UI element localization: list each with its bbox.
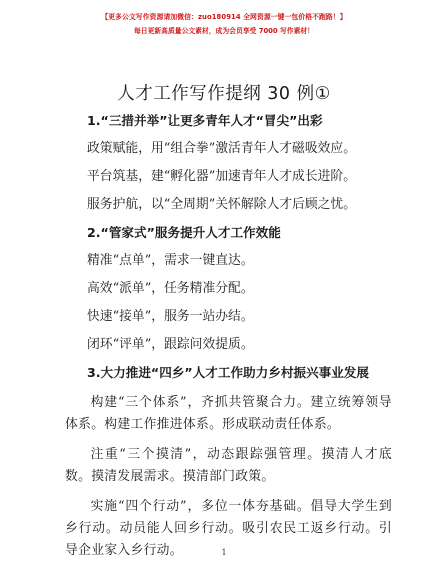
body-paragraph: 注重“三个摸清”，动态跟踪强管理。摸清人才底数。摸清发展需求。摸清部门政策。 [65, 447, 392, 484]
promo-banner [0, 12, 448, 36]
section-heading: 1.“三措并举”让更多青年人才“冒尖”出彩 [87, 113, 323, 128]
section-heading: 2.“管家式”服务提升人才工作效能 [87, 225, 281, 240]
body-paragraph: 平台筑基，建“孵化器”加速青年人才成长进阶。 [87, 169, 357, 184]
section-heading: 3.大力推进“四乡”人才工作助力乡村振兴事业发展 [87, 365, 369, 380]
body-paragraph: 快速“接单”，服务一站办结。 [87, 309, 254, 324]
promo-banner-line-1: 【更多公文写作资源请加微信：zuo180914 全网资源一键一包价格不跑路！】 [101, 13, 347, 21]
body-paragraph: 高效“派单”，任务精准分配。 [87, 281, 254, 296]
body-paragraph: 服务护航，以“全周期”关怀解除人才后顾之忧。 [87, 197, 357, 212]
page-number: 1 [221, 548, 227, 557]
body-paragraph: 构建“三个体系”，齐抓共管聚合力。建立统筹领导体系。构建工作推进体系。形成联动责任体系。 [65, 395, 392, 432]
body-paragraph: 政策赋能，用“组合拳”激活青年人才磁吸效应。 [87, 141, 357, 156]
body-paragraph: 闭环“评单”，跟踪问效提质。 [87, 337, 254, 352]
body-paragraph: 精准“点单”，需求一键直达。 [87, 253, 254, 268]
promo-banner-line-2: 每日更新高质量公文素材，成为会员享受 7000 写作素材！ [134, 27, 314, 35]
body-paragraph: 实施“四个行动”，多位一体夯基础。倡导大学生到乡行动。动员能人回乡行动。吸引农民工返乡行动。引导企业家入乡行动。 [65, 499, 392, 558]
document-title: 人才工作写作提纲 30 例① [117, 84, 331, 104]
document-body [65, 112, 392, 570]
